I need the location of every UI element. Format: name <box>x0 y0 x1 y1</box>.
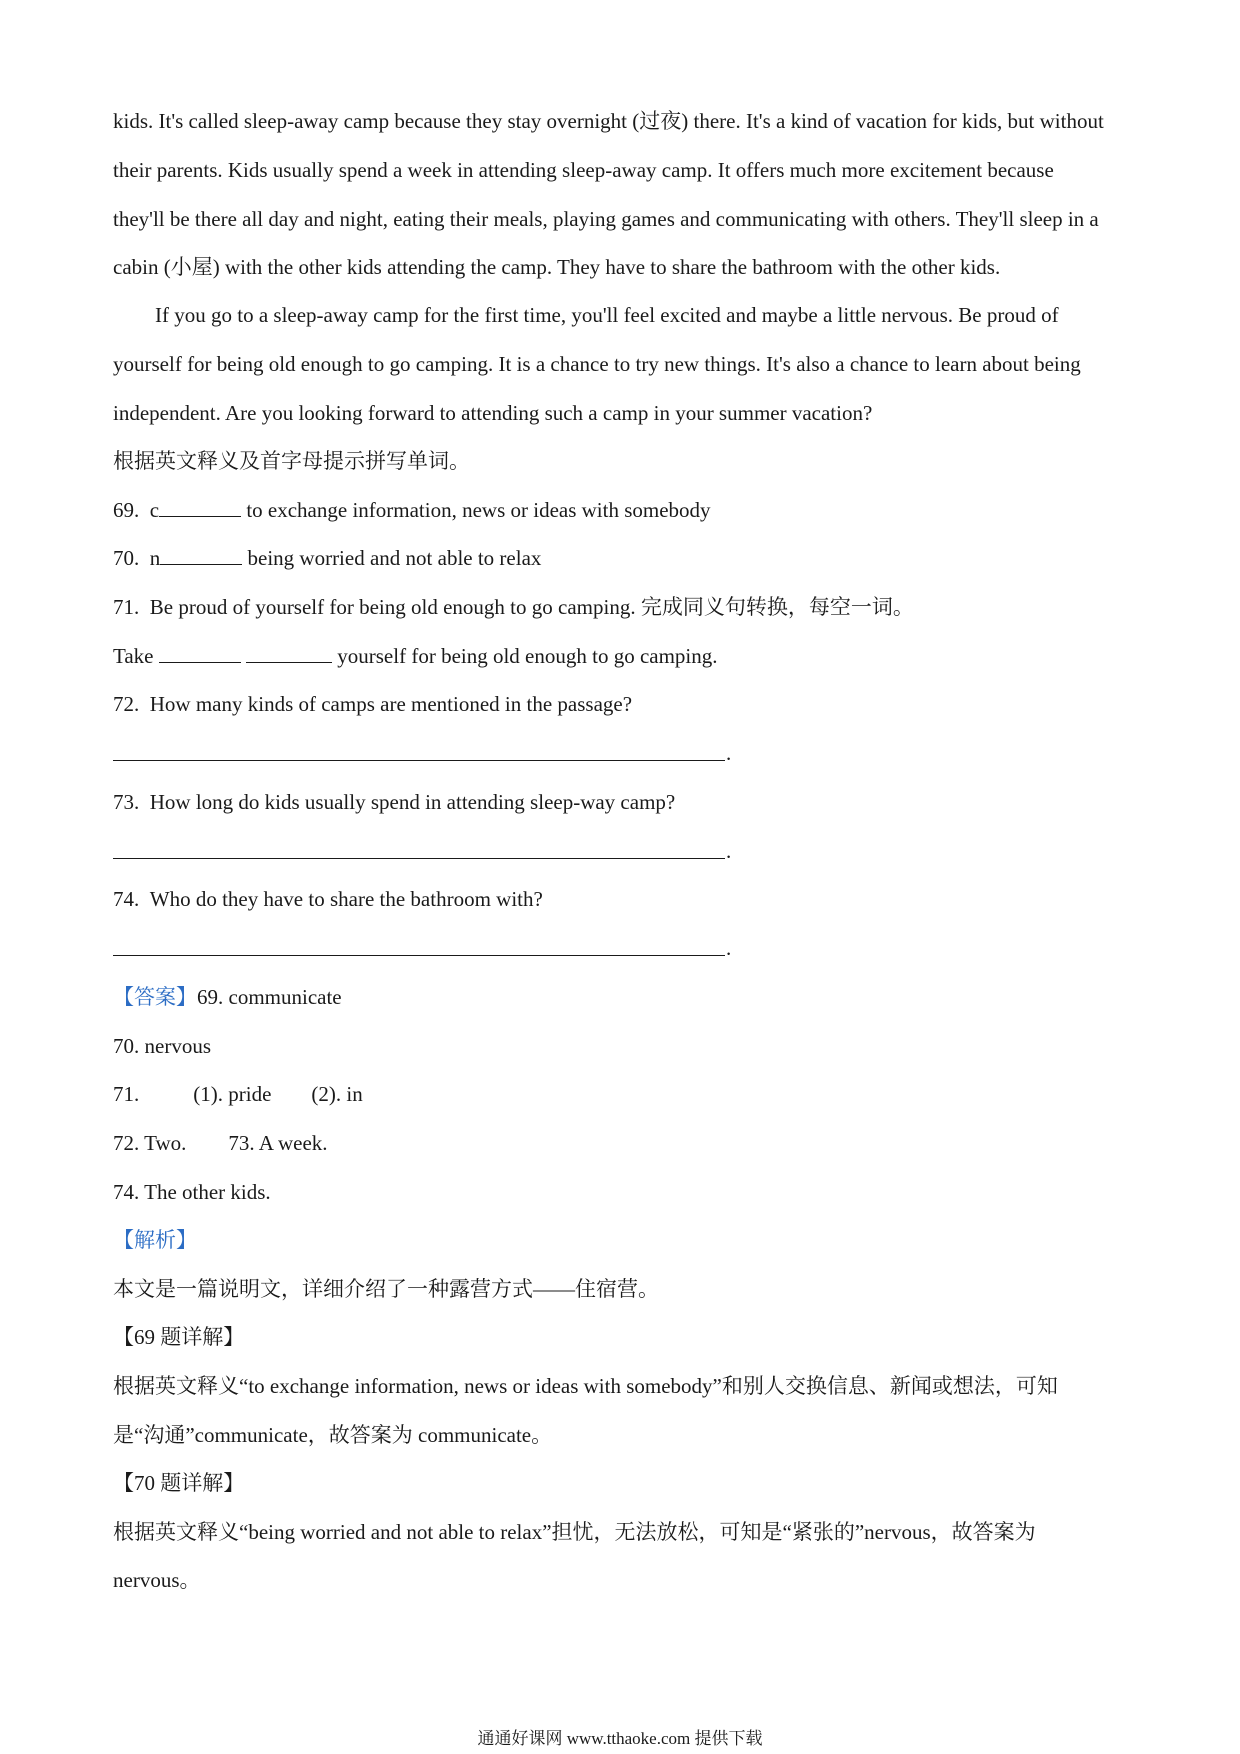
passage-line: their parents. Kids usually spend a week in attending sleep-away camp. It offers much more excitement because <box>113 158 1054 182</box>
answer-line-period: . <box>726 839 732 863</box>
answer-71-1: (1). pride <box>193 1082 272 1106</box>
rewrite-rest: yourself for being old enough to go camping. <box>337 644 718 668</box>
passage-line: yourself for being old enough to go camping. It is a chance to try new things. It's also a chance to learn about being <box>113 352 1081 376</box>
analysis-heading-69: 【69 题详解】 <box>113 1325 245 1349</box>
question-73 <box>113 789 1133 815</box>
rewrite-start: Take <box>113 644 154 668</box>
answer-72-73 <box>113 1130 1133 1156</box>
passage-line: If you go to a sleep-away camp for the first time, you'll feel excited and maybe a little nervous. Be proud of <box>155 303 1059 327</box>
answer-label: 【答案】 <box>113 985 197 1009</box>
answer-blank[interactable] <box>159 644 241 663</box>
analysis-detail-line: 是“沟通”communicate，故答案为 communicate。 <box>113 1423 553 1447</box>
answer-blank[interactable] <box>159 498 241 517</box>
analysis-heading-70: 【70 题详解】 <box>113 1471 245 1495</box>
passage-line: independent. Are you looking forward to attending such a camp in your summer vacation? <box>113 401 873 425</box>
question-number: 70. <box>113 546 140 570</box>
answer-69 <box>113 984 1133 1010</box>
answer-line-period: . <box>726 936 732 960</box>
question-number: 71. <box>113 595 140 619</box>
initial-letter: c <box>149 498 160 522</box>
analysis-detail-line: nervous。 <box>113 1568 201 1592</box>
question-number: 72. <box>113 692 140 716</box>
analysis-summary: 本文是一篇说明文，详细介绍了一种露营方式——住宿营。 <box>113 1277 659 1301</box>
answer-74: 74. The other kids. <box>113 1180 271 1204</box>
passage-line: kids. It's called sleep-away camp because they stay overnight (过夜) there. It's a kind of vacation for kids, but without <box>113 109 1104 133</box>
question-text: being worried and not able to relax <box>247 546 542 570</box>
question-text: Who do they have to share the bathroom with? <box>149 887 543 911</box>
answer-71 <box>113 1081 1133 1107</box>
question-70 <box>113 545 1133 571</box>
answer-line[interactable] <box>113 955 725 956</box>
answer-line[interactable] <box>113 760 725 761</box>
answer-73: 73. A week. <box>228 1131 328 1155</box>
answer-70: 70. nervous <box>113 1034 211 1058</box>
answer-72: 72. Two. <box>113 1131 187 1155</box>
analysis-detail-line: 根据英文释义“being worried and not able to relax”担忧，无法放松，可知是“紧张的”nervous，故答案为 <box>113 1520 1036 1544</box>
question-71-rewrite <box>113 643 1133 669</box>
question-number: 74. <box>113 887 140 911</box>
question-text: How long do kids usually spend in attending sleep-way camp? <box>149 790 676 814</box>
question-71 <box>113 594 1133 620</box>
answer-blank[interactable] <box>160 546 242 565</box>
question-69 <box>113 497 1133 523</box>
page-footer: 通通好课网 www.tthaoke.com 提供下载 <box>477 1729 763 1748</box>
question-72 <box>113 691 1133 717</box>
answer-71-2: (2). in <box>311 1082 363 1106</box>
question-text: to exchange information, news or ideas with somebody <box>246 498 711 522</box>
question-74 <box>113 886 1133 912</box>
answer-line-period: . <box>726 741 732 765</box>
analysis-detail-line: 根据英文释义“to exchange information, news or ideas with somebody”和别人交换信息、新闻或想法，可知 <box>113 1374 1058 1398</box>
answer-number: 71. <box>113 1082 140 1106</box>
passage-line: they'll be there all day and night, eating their meals, playing games and communicating with others. They'll sleep in a <box>113 207 1099 231</box>
question-text: How many kinds of camps are mentioned in the passage? <box>149 692 633 716</box>
answer-blank[interactable] <box>246 644 332 663</box>
question-number: 69. <box>113 498 140 522</box>
question-text: Be proud of yourself for being old enough to go camping. 完成同义句转换，每空一词。 <box>149 595 914 619</box>
passage-line: cabin (小屋) with the other kids attending the camp. They have to share the bathroom with the other kids. <box>113 255 1001 279</box>
analysis-label: 【解析】 <box>113 1228 197 1252</box>
answer-line[interactable] <box>113 858 725 859</box>
answer-text: 69. communicate <box>197 985 342 1009</box>
question-number: 73. <box>113 790 140 814</box>
initial-letter: n <box>149 546 161 570</box>
instruction: 根据英文释义及首字母提示拼写单词。 <box>113 449 470 473</box>
